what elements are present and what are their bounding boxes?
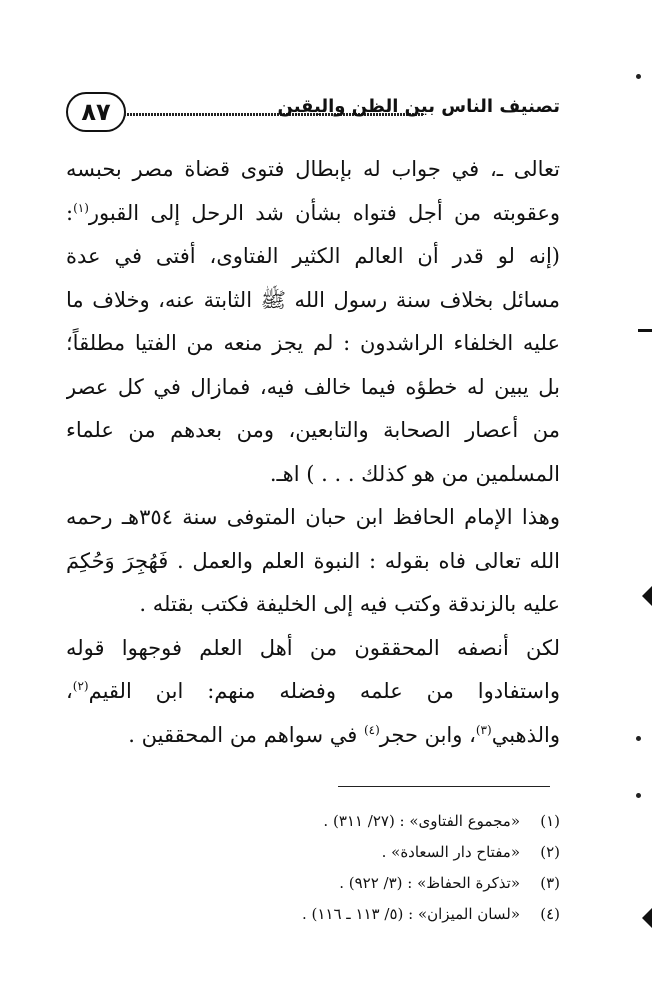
footnote-separator <box>338 786 550 787</box>
footnote-text: «لسان الميزان» : (٥/ ١١٣ ـ ١١٦) . <box>301 905 520 923</box>
footnote-number: (٣) <box>540 874 560 892</box>
footnote-number: (١) <box>540 812 560 830</box>
text-line: المسلمين من هو كذلك . . . ) اهـ. <box>269 461 560 486</box>
footnote <box>66 806 560 837</box>
page-header <box>66 92 560 132</box>
footnote <box>66 868 560 899</box>
text-line: وعقوبته من أجل فتواه بشأن شد الرحل إلى القبور$^{(١)}$: <box>66 200 560 225</box>
footnote-number: (٤) <box>540 905 560 923</box>
scan-mark <box>642 586 652 606</box>
footnote-number: (٢) <box>540 843 560 861</box>
footnote-text: «تذكرة الحفاظ» : (٣/ ٩٢٢) . <box>339 874 520 892</box>
text-line: واستفادوا من علمه وفضله منهم: ابن القيم$^{(٢)}$، <box>66 679 560 703</box>
text-line: من أعصار الصحابة والتابعين، ومن بعدهم من علماء <box>66 418 560 442</box>
text-line: وهذا الإمام الحافظ ابن حبان المتوفى سنة ٣٥٤هـ رحمه <box>66 505 560 529</box>
footnote-ref-1: (١) <box>73 200 89 215</box>
text-line: عليه بالزندقة وكتب فيه إلى الخليفة فكتب بقتله . <box>139 592 560 616</box>
text-line: مسائل بخلاف سنة رسول الله ﷺ الثابتة عنه، وخلاف ما <box>66 287 560 312</box>
text-line: (إنه لو قدر أن العالم الكثير الفتاوى، أفتى في عدة <box>66 244 560 268</box>
footnote <box>66 837 560 868</box>
text-line: لكن أنصفه المحققون من أهل العلم فوجهوا قوله <box>66 635 560 660</box>
footnotes <box>66 806 560 930</box>
footnote-ref-2: (٢) <box>72 679 89 693</box>
text-line: بل يبين له خطؤه فيما خالف فيه، فمازال في كل عصر <box>66 374 560 399</box>
text-line: الله تعالى فاه بقوله : النبوة العلم والعمل . فَهُجِرَ وَحُكِمَ <box>66 548 560 573</box>
text-line: والذهبي$^{(٣)}$، وابن حجر$^{(٤)}$ في سواهم من المحققين . <box>128 722 560 747</box>
text-line: تعالى ـ، في جواب له بإبطال فتوى قضاة مصر بحبسه <box>66 157 560 181</box>
footnote <box>66 899 560 930</box>
scan-mark <box>636 793 641 798</box>
footnote-ref-3: (٣) <box>475 722 492 737</box>
text-line: عليه الخلفاء الراشدون : لم يجز منعه من الفتيا مطلقاً؛ <box>66 331 560 355</box>
book-title: تصنيف الناس بين الظن واليقين <box>277 96 560 117</box>
scan-mark <box>642 908 652 928</box>
footnote-text: «مجموع الفتاوى» : (٢٧/ ٣١١) . <box>323 812 520 830</box>
footnote-ref-4: (٤) <box>363 722 380 737</box>
scan-mark <box>636 74 641 79</box>
body-text <box>66 148 560 757</box>
scan-mark <box>636 736 641 741</box>
footnote-text: «مفتاح دار السعادة» . <box>381 843 520 861</box>
page-number-badge: ٨٧ <box>66 92 126 132</box>
scan-mark <box>638 329 652 332</box>
